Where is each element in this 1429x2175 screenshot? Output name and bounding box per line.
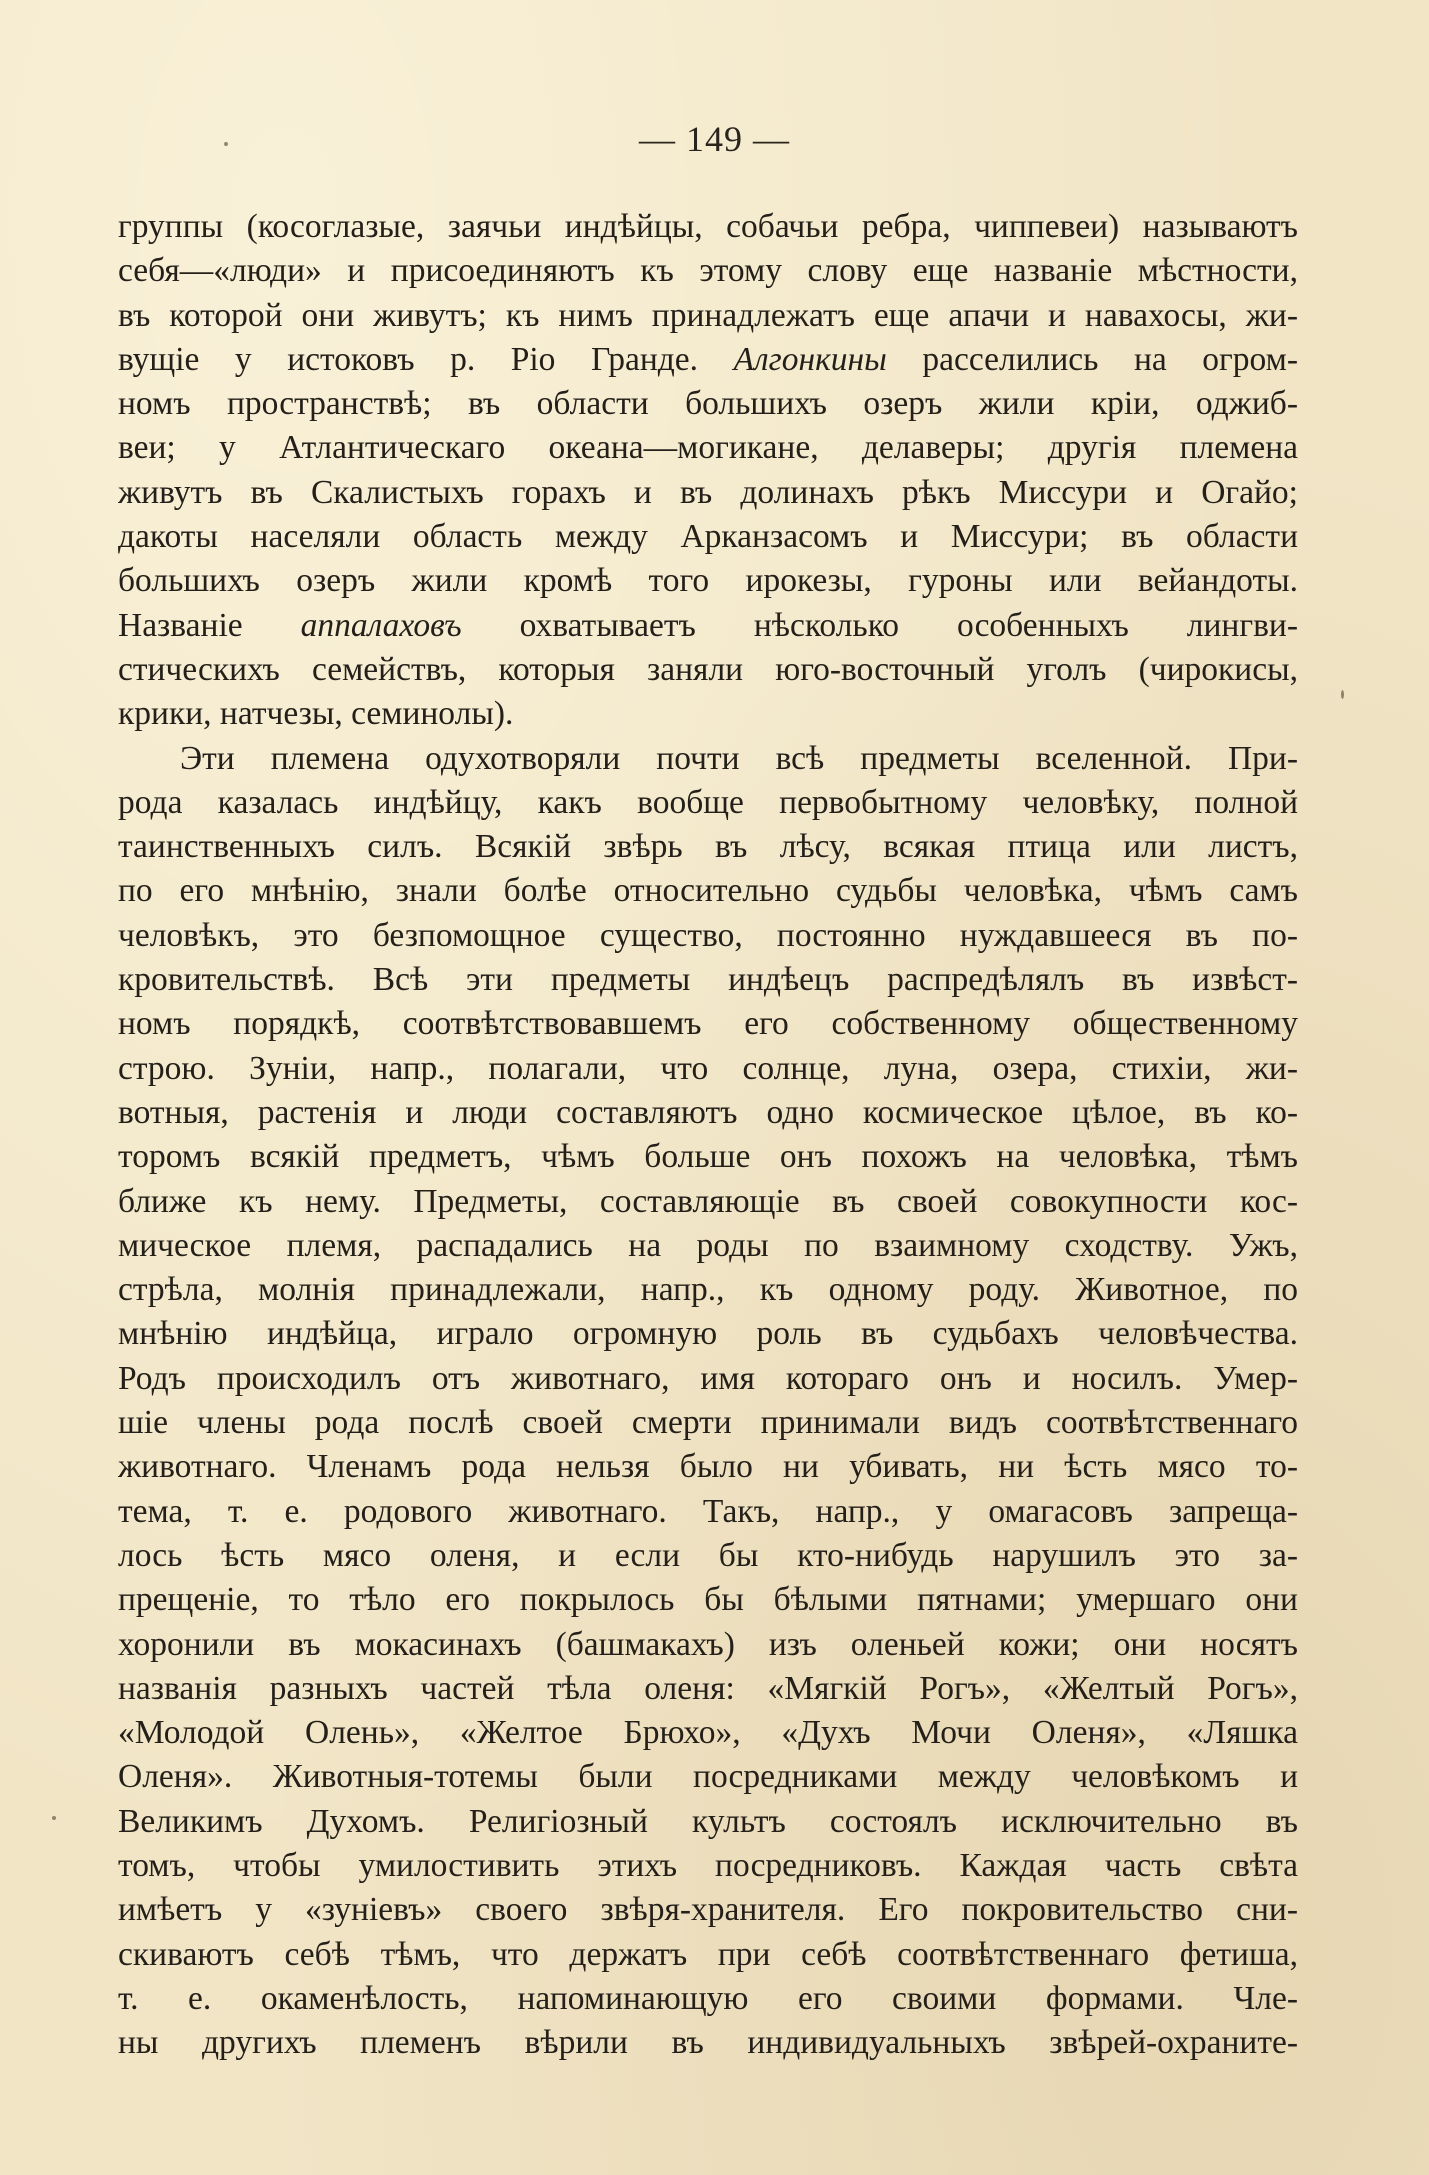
text-run: мнѣнію индѣйца, играло огромную роль въ судьбахъ человѣчества.	[118, 1315, 1298, 1353]
text-line	[118, 958, 1298, 1002]
text-run: хоронили въ мокасинахъ (башмакахъ) изъ оленьей кожи; они носятъ	[118, 1625, 1298, 1663]
text-run: прещеніе, то тѣло его покрылось бы бѣлыми пятнами; умершаго они	[118, 1581, 1298, 1619]
text-run: стрѣла, молнія принадлежали, напр., къ одному роду. Животное, по	[118, 1271, 1298, 1309]
text-run: торомъ всякій предметъ, чѣмъ больше онъ похожъ на человѣка, тѣмъ	[118, 1138, 1298, 1176]
text-line	[118, 1047, 1298, 1091]
text-run: Названіе	[118, 606, 301, 644]
text-run: мическое племя, распадались на роды по взаимному сходству. Ужъ,	[118, 1226, 1298, 1264]
text-line	[118, 426, 1298, 470]
text-run: дакоты населяли область между Арканзасомъ и Миссури; въ области	[118, 518, 1298, 556]
text-line	[118, 1755, 1298, 1799]
italic-term: Алгонкины	[733, 340, 887, 378]
text-run: строю. Зуніи, напр., полагали, что солнце, луна, озера, стихіи, жи-	[118, 1049, 1298, 1087]
paper-speck	[52, 1816, 56, 1820]
text-run: вотныя, растенія и люди составляютъ одно космическое цѣлое, въ ко-	[118, 1093, 1298, 1131]
text-line	[118, 1268, 1298, 1312]
text-run: «Молодой Олень», «Желтое Брюхо», «Духъ Мочи Оленя», «Ляшка	[118, 1714, 1298, 1752]
text-run: ны другихъ племенъ вѣрили въ индивидуальныхъ звѣрей-охраните-	[118, 2024, 1298, 2062]
text-line	[118, 781, 1298, 825]
text-line	[118, 1578, 1298, 1622]
text-line	[118, 604, 1298, 648]
text-line	[118, 648, 1298, 692]
text-line	[118, 869, 1298, 913]
text-line	[118, 1711, 1298, 1755]
text-line	[118, 1401, 1298, 1445]
text-line	[118, 1312, 1298, 1356]
text-line	[118, 515, 1298, 559]
text-line	[118, 338, 1298, 382]
text-line	[118, 1977, 1298, 2021]
text-line	[118, 205, 1298, 249]
text-run: томъ, чтобы умилостивить этихъ посредниковъ. Каждая часть свѣта	[118, 1846, 1298, 1884]
text-line	[118, 382, 1298, 426]
text-run: таинственныхъ силъ. Всякій звѣрь въ лѣсу, всякая птица или листъ,	[118, 828, 1298, 866]
text-line	[118, 825, 1298, 869]
text-run: номъ пространствѣ; въ области большихъ озеръ жили кріи, оджиб-	[118, 385, 1298, 423]
paper-speck	[224, 142, 228, 146]
text-run: кровительствѣ. Всѣ эти предметы индѣецъ распредѣлялъ въ извѣст-	[118, 961, 1298, 999]
text-run: рода казалась индѣйцу, какъ вообще первобытному человѣку, полной	[118, 783, 1298, 821]
text-run: названія разныхъ частей тѣла оленя: «Мягкій Рогъ», «Желтый Рогъ»,	[118, 1669, 1298, 1707]
text-line	[118, 1844, 1298, 1888]
text-run: по его мнѣнію, знали болѣе относительно судьбы человѣка, чѣмъ самъ	[118, 872, 1298, 910]
text-line	[118, 1933, 1298, 1977]
text-run: лось ѣсть мясо оленя, и если бы кто-нибудь нарушилъ это за-	[118, 1536, 1298, 1574]
text-run: крики, натчезы, семинолы).	[118, 695, 514, 733]
text-line	[118, 1091, 1298, 1135]
text-run: номъ порядкѣ, соотвѣтствовавшемъ его собственному общественному	[118, 1005, 1298, 1043]
paper-speck	[1341, 690, 1344, 699]
text-line	[118, 1357, 1298, 1401]
text-run: Эти племена одухотворяли почти всѣ предметы вселенной. При-	[180, 739, 1298, 777]
text-line	[118, 294, 1298, 338]
text-run: себя—«люди» и присоединяютъ къ этому слову еще названіе мѣстности,	[118, 252, 1298, 290]
text-run: Родъ происходилъ отъ животнаго, имя котораго онъ и носилъ. Умер-	[118, 1359, 1298, 1397]
text-run: стическихъ семействъ, которыя заняли юго-восточный уголъ (чирокисы,	[118, 650, 1298, 688]
paragraph	[118, 205, 1298, 737]
text-run: т. е. окаменѣлость, напоминающую его своими формами. Чле-	[118, 1979, 1298, 2017]
paragraph	[118, 737, 1298, 2066]
text-run: живутъ въ Скалистыхъ горахъ и въ долинахъ рѣкъ Миссури и Огайо;	[118, 473, 1298, 511]
text-run: Оленя». Животныя-тотемы были посредниками между человѣкомъ и	[118, 1758, 1298, 1796]
text-run: шіе члены рода послѣ своей смерти принимали видъ соотвѣтственнаго	[118, 1404, 1298, 1442]
text-line	[118, 1490, 1298, 1534]
text-line	[118, 1800, 1298, 1844]
text-run: имѣетъ у «зуніевъ» своего звѣря-хранителя. Его покровительство сни-	[118, 1891, 1298, 1929]
text-run: въ которой они живутъ; къ нимъ принадлежатъ еще апачи и навахосы, жи-	[118, 296, 1298, 334]
text-line	[118, 559, 1298, 603]
text-run: вущіе у истоковъ р. Ріо Гранде.	[118, 340, 734, 378]
text-run: большихъ озеръ жили кромѣ того ирокезы, гуроны или вейандоты.	[118, 562, 1298, 600]
text-run: расселились на огром-	[886, 340, 1298, 378]
page-number: — 149 —	[639, 119, 790, 159]
body-text	[118, 205, 1298, 2065]
text-line	[118, 1224, 1298, 1268]
text-run: скиваютъ себѣ тѣмъ, что держатъ при себѣ соотвѣтственнаго фетиша,	[118, 1935, 1298, 1973]
text-line	[118, 737, 1298, 781]
text-line	[118, 1445, 1298, 1489]
text-line	[118, 1135, 1298, 1179]
text-line	[118, 692, 1298, 736]
text-run: тема, т. е. родового животнаго. Такъ, напр., у омагасовъ запреща-	[118, 1492, 1298, 1530]
text-line	[118, 1180, 1298, 1224]
text-line	[118, 1623, 1298, 1667]
text-run: человѣкъ, это безпомощное существо, постоянно нуждавшееся въ по-	[118, 916, 1298, 954]
text-run: веи; у Атлантическаго океана—могикане, делаверы; другія племена	[118, 429, 1298, 467]
text-line	[118, 1888, 1298, 1932]
text-run: Великимъ Духомъ. Религіозный культъ состоялъ исключительно въ	[118, 1802, 1298, 1840]
text-line	[118, 249, 1298, 293]
text-line	[118, 2021, 1298, 2065]
text-line	[118, 1002, 1298, 1046]
italic-term: аппалаховъ	[300, 606, 462, 644]
text-line	[118, 471, 1298, 515]
text-line	[118, 914, 1298, 958]
text-run: животнаго. Членамъ рода нельзя было ни убивать, ни ѣсть мясо то-	[118, 1448, 1298, 1486]
text-run: охватываетъ нѣсколько особенныхъ лингви-	[461, 606, 1298, 644]
text-run: группы (косоглазые, заячьи индѣйцы, собачьи ребра, чиппевеи) называютъ	[118, 208, 1298, 245]
text-line	[118, 1667, 1298, 1711]
text-run: ближе къ нему. Предметы, составляющіе въ своей совокупности кос-	[118, 1182, 1298, 1220]
text-line	[118, 1534, 1298, 1578]
